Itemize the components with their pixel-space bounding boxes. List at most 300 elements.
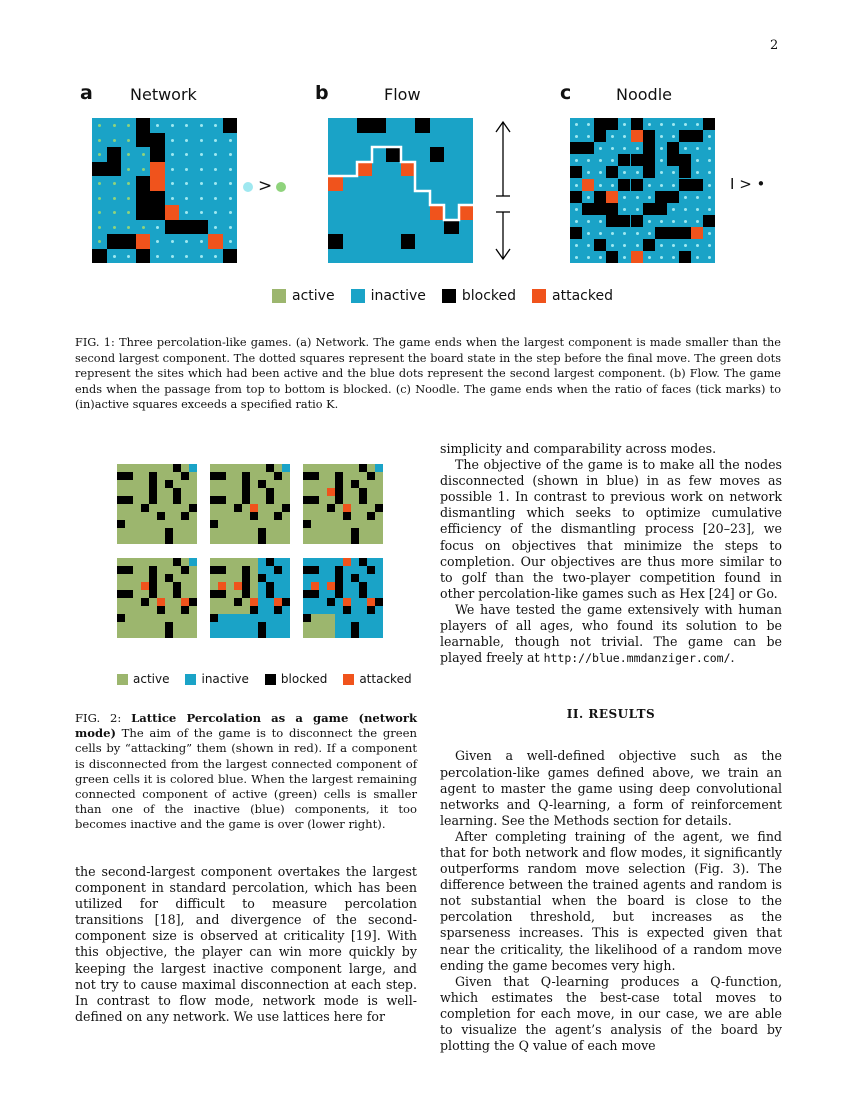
inactive-cell bbox=[218, 614, 226, 622]
blocked-cell bbox=[223, 249, 238, 264]
blocked-cell bbox=[234, 504, 242, 512]
site-dot bbox=[185, 153, 188, 156]
site-dot bbox=[708, 208, 711, 211]
site-dot bbox=[127, 168, 130, 171]
site-dot bbox=[660, 244, 663, 247]
site-dot bbox=[113, 197, 116, 200]
blocked-cell bbox=[303, 590, 311, 598]
figure1-caption: FIG. 1: Three percolation-like games. (a) Network. The game ends when the largest component is made smaller than the second largest component. The dotted squares represent the board state in the step before the final move. The green dots represent the sites which had been active and the blue dots represent the second largest component. (b) Flow. The game ends when the passage from top to bottom is blocked. (c) Noodle. The game ends when the ratio of faces (tick marks) to (in)active squares exceeds a specified ratio K. bbox=[75, 336, 781, 412]
blocked-cell bbox=[149, 472, 157, 480]
site-dot bbox=[229, 182, 232, 185]
inactive-cell bbox=[282, 566, 290, 574]
attacked-cell bbox=[181, 598, 189, 606]
paragraph: Given a well-defined objective such as the percolation-like games defined above, we train an agent to master the game using deep convolutional networks and Q-learning, a form of reinforcement learning. See the Methods section for details. bbox=[440, 748, 782, 828]
blocked-cell bbox=[173, 558, 181, 566]
inactive-cell bbox=[274, 614, 282, 622]
inactive-cell bbox=[375, 558, 383, 566]
site-dot bbox=[113, 139, 116, 142]
blocked-cell bbox=[223, 118, 238, 133]
site-dot bbox=[660, 147, 663, 150]
attacked-cell bbox=[631, 251, 643, 263]
site-dot bbox=[229, 240, 232, 243]
blocked-cell bbox=[150, 205, 165, 220]
site-dot bbox=[672, 135, 675, 138]
site-dot bbox=[127, 226, 130, 229]
figure2-caption: FIG. 2: Lattice Percolation as a game (network mode) The aim of the game is to disconnect the green cells by “attacking” them (shown in red). If a component is disconnected from the largest connected component of green cells it is colored blue. When the largest remaining connected component of active (green) cells is smaller than one of the inactive (blue) components, it too becomes inactive and the game is over (lower right). bbox=[75, 711, 417, 832]
attacked-cell bbox=[343, 558, 351, 566]
inactive-cell bbox=[218, 630, 226, 638]
blocked-cell bbox=[150, 133, 165, 148]
blocked-cell bbox=[218, 496, 226, 504]
site-dot bbox=[696, 123, 699, 126]
blocked-cell bbox=[136, 118, 151, 133]
blocked-cell bbox=[181, 472, 189, 480]
inactive-cell bbox=[274, 582, 282, 590]
blocked-swatch bbox=[442, 289, 456, 303]
inactive-cell bbox=[282, 590, 290, 598]
section-heading: II. RESULTS bbox=[566, 707, 656, 722]
active-cell bbox=[319, 622, 327, 630]
blocked-cell bbox=[311, 496, 319, 504]
blocked-cell bbox=[343, 606, 351, 614]
blocked-cell bbox=[667, 142, 679, 154]
blocked-cell bbox=[165, 622, 173, 630]
site-dot bbox=[623, 123, 626, 126]
blocked-cell bbox=[631, 154, 643, 166]
blocked-cell bbox=[149, 480, 157, 488]
attacked-cell bbox=[150, 162, 165, 177]
site-dot bbox=[214, 255, 217, 258]
blocked-cell bbox=[303, 614, 311, 622]
site-dot bbox=[623, 147, 626, 150]
site-dot bbox=[708, 135, 711, 138]
blocked-cell bbox=[643, 239, 655, 251]
site-dot bbox=[200, 211, 203, 214]
inactive-cell bbox=[210, 630, 218, 638]
inactive-cell bbox=[258, 606, 266, 614]
blocked-cell bbox=[631, 215, 643, 227]
inactive-cell bbox=[282, 464, 290, 472]
inactive-cell bbox=[226, 614, 234, 622]
site-dot bbox=[200, 255, 203, 258]
site-dot bbox=[587, 159, 590, 162]
paragraph: After completing training of the agent, we find that for both network and flow modes, it significantly outperforms random move selection (Fig. 3). The difference between the trained agents and random is not substantial when the board is close to the percolation threshold, but increases as the sparseness increases. This is expected given that near the criticality, the likelihood of a random move ending the game becomes very high. bbox=[440, 828, 782, 973]
blocked-cell bbox=[367, 472, 375, 480]
panel-b-title: Flow bbox=[384, 85, 421, 104]
site-dot bbox=[696, 159, 699, 162]
inactive-cell bbox=[282, 622, 290, 630]
blocked-cell bbox=[117, 520, 125, 528]
blocked-cell bbox=[149, 566, 157, 574]
inactive-cell bbox=[282, 574, 290, 582]
blocked-cell bbox=[570, 227, 582, 239]
blocked-cell bbox=[150, 191, 165, 206]
site-dot bbox=[127, 255, 130, 258]
site-dot bbox=[611, 135, 614, 138]
blocked-cell bbox=[631, 179, 643, 191]
blocked-cell bbox=[117, 496, 125, 504]
panel-a-letter: a bbox=[80, 82, 93, 104]
lattice-board bbox=[303, 464, 383, 544]
blocked-cell bbox=[335, 574, 343, 582]
blocked-cell bbox=[218, 590, 226, 598]
blue-dot-icon bbox=[243, 182, 253, 192]
attacked-cell bbox=[165, 205, 180, 220]
blocked-cell bbox=[643, 166, 655, 178]
blocked-cell bbox=[282, 504, 290, 512]
network-comparison-symbol: > bbox=[258, 176, 273, 196]
active-cell bbox=[327, 622, 335, 630]
site-dot bbox=[611, 232, 614, 235]
blocked-cell bbox=[582, 203, 594, 215]
blocked-cell bbox=[266, 488, 274, 496]
blocked-cell bbox=[266, 496, 274, 504]
site-dot bbox=[587, 232, 590, 235]
blocked-cell bbox=[367, 512, 375, 520]
inactive-cell bbox=[274, 558, 282, 566]
site-dot bbox=[575, 220, 578, 223]
site-dot bbox=[214, 182, 217, 185]
site-dot bbox=[98, 153, 101, 156]
blocked-cell bbox=[691, 179, 703, 191]
blocked-cell bbox=[136, 133, 151, 148]
site-dot bbox=[200, 168, 203, 171]
blocked-cell bbox=[107, 234, 122, 249]
lattice-board bbox=[303, 558, 383, 638]
site-dot bbox=[660, 184, 663, 187]
site-dot bbox=[229, 211, 232, 214]
attacked-cell bbox=[631, 130, 643, 142]
blocked-cell bbox=[367, 606, 375, 614]
inactive-swatch bbox=[185, 674, 196, 685]
inactive-cell bbox=[266, 574, 274, 582]
site-dot bbox=[113, 226, 116, 229]
site-dot bbox=[684, 244, 687, 247]
blocked-cell bbox=[618, 154, 630, 166]
inactive-cell bbox=[226, 622, 234, 630]
attacked-swatch bbox=[532, 289, 546, 303]
blocked-cell bbox=[679, 130, 691, 142]
blocked-cell bbox=[606, 203, 618, 215]
site-dot bbox=[660, 220, 663, 223]
site-dot bbox=[611, 244, 614, 247]
blocked-cell bbox=[266, 582, 274, 590]
blocked-cell bbox=[125, 590, 133, 598]
blocked-cell bbox=[274, 472, 282, 480]
blocked-swatch bbox=[265, 674, 276, 685]
site-dot bbox=[672, 244, 675, 247]
paragraph: The objective of the game is to make all the nodes disconnected (shown in blue) in as few moves as possible 1. In contrast to previous work on network dismantling which seeks to optimize cumulative efficiency of the dismantling process [20–23], we focus on objectives that minimize the steps to completion. Our objectives are thus more similar to to golf than the two-player competition found in other percolation-like games such as Hex [24] or Go. bbox=[440, 457, 782, 601]
blocked-cell bbox=[570, 142, 582, 154]
site-dot bbox=[684, 147, 687, 150]
blocked-cell bbox=[165, 630, 173, 638]
blocked-cell bbox=[359, 582, 367, 590]
site-dot bbox=[587, 171, 590, 174]
blocked-cell bbox=[631, 118, 643, 130]
inactive-cell bbox=[242, 614, 250, 622]
inactive-cell bbox=[218, 622, 226, 630]
blocked-cell bbox=[679, 251, 691, 263]
active-swatch bbox=[272, 289, 286, 303]
site-dot bbox=[660, 159, 663, 162]
inactive-cell bbox=[258, 558, 266, 566]
blocked-cell bbox=[210, 520, 218, 528]
active-cell bbox=[303, 622, 311, 630]
site-dot bbox=[672, 184, 675, 187]
blocked-cell bbox=[258, 574, 266, 582]
attacked-cell bbox=[343, 598, 351, 606]
site-dot bbox=[98, 240, 101, 243]
panel-c-letter: c bbox=[560, 82, 572, 104]
site-dot bbox=[171, 168, 174, 171]
site-dot bbox=[696, 171, 699, 174]
site-dot bbox=[185, 240, 188, 243]
blocked-cell bbox=[594, 191, 606, 203]
site-dot bbox=[171, 182, 174, 185]
inactive-cell bbox=[266, 566, 274, 574]
site-dot bbox=[708, 159, 711, 162]
site-dot bbox=[623, 208, 626, 211]
blocked-cell bbox=[643, 154, 655, 166]
inactive-cell bbox=[250, 614, 258, 622]
site-dot bbox=[127, 153, 130, 156]
inactive-cell bbox=[234, 614, 242, 622]
blocked-cell bbox=[594, 118, 606, 130]
site-dot bbox=[156, 240, 159, 243]
site-dot bbox=[185, 211, 188, 214]
site-dot bbox=[229, 226, 232, 229]
blocked-cell bbox=[117, 472, 125, 480]
site-dot bbox=[127, 139, 130, 142]
site-dot bbox=[156, 226, 159, 229]
site-dot bbox=[127, 182, 130, 185]
site-dot bbox=[98, 197, 101, 200]
active-swatch bbox=[117, 674, 128, 685]
site-dot bbox=[229, 153, 232, 156]
attacked-cell bbox=[218, 582, 226, 590]
blocked-cell bbox=[194, 220, 209, 235]
noodle-board bbox=[570, 118, 715, 263]
blocked-cell bbox=[173, 590, 181, 598]
attacked-cell bbox=[208, 234, 223, 249]
site-dot bbox=[599, 220, 602, 223]
network-board bbox=[92, 118, 237, 263]
blocked-cell bbox=[210, 566, 218, 574]
blocked-cell bbox=[179, 220, 194, 235]
site-dot bbox=[229, 197, 232, 200]
blocked-cell bbox=[655, 227, 667, 239]
inactive-cell bbox=[226, 630, 234, 638]
blocked-cell bbox=[250, 512, 258, 520]
blocked-cell bbox=[173, 488, 181, 496]
site-dot bbox=[575, 244, 578, 247]
blocked-cell bbox=[242, 574, 250, 582]
blocked-cell bbox=[266, 590, 274, 598]
legend-active: active bbox=[272, 288, 335, 304]
inactive-cell bbox=[266, 622, 274, 630]
blocked-cell bbox=[210, 590, 218, 598]
blocked-cell bbox=[351, 622, 359, 630]
blocked-cell bbox=[250, 606, 258, 614]
site-dot bbox=[660, 123, 663, 126]
inactive-cell bbox=[282, 614, 290, 622]
site-dot bbox=[648, 196, 651, 199]
inactive-cell bbox=[282, 630, 290, 638]
inactive-cell bbox=[250, 630, 258, 638]
blocked-cell bbox=[679, 154, 691, 166]
blocked-cell bbox=[242, 582, 250, 590]
blocked-cell bbox=[351, 630, 359, 638]
site-dot bbox=[214, 197, 217, 200]
inactive-cell bbox=[250, 622, 258, 630]
site-dot bbox=[185, 255, 188, 258]
site-dot bbox=[575, 159, 578, 162]
site-dot bbox=[127, 197, 130, 200]
blocked-cell bbox=[335, 480, 343, 488]
blocked-cell bbox=[165, 220, 180, 235]
blocked-cell bbox=[655, 203, 667, 215]
site-dot bbox=[623, 232, 626, 235]
blocked-cell bbox=[234, 598, 242, 606]
site-dot bbox=[587, 123, 590, 126]
blocked-cell bbox=[679, 179, 691, 191]
inactive-cell bbox=[258, 614, 266, 622]
blocked-cell bbox=[125, 472, 133, 480]
site-dot bbox=[696, 244, 699, 247]
legend-active: active bbox=[117, 672, 169, 686]
site-dot bbox=[113, 255, 116, 258]
active-cell bbox=[311, 614, 319, 622]
blocked-cell bbox=[703, 215, 715, 227]
site-dot bbox=[575, 256, 578, 259]
inactive-cell bbox=[258, 598, 266, 606]
blocked-cell bbox=[679, 227, 691, 239]
inactive-cell bbox=[266, 598, 274, 606]
right-column-text bbox=[440, 441, 782, 1054]
site-dot bbox=[98, 226, 101, 229]
blocked-cell bbox=[570, 166, 582, 178]
site-dot bbox=[696, 256, 699, 259]
blocked-cell bbox=[125, 496, 133, 504]
inactive-cell bbox=[242, 630, 250, 638]
attacked-cell bbox=[250, 598, 258, 606]
site-dot bbox=[684, 208, 687, 211]
blocked-cell bbox=[165, 574, 173, 582]
blocked-cell bbox=[92, 162, 107, 177]
attacked-cell bbox=[582, 179, 594, 191]
blocked-cell bbox=[189, 504, 197, 512]
site-dot bbox=[599, 256, 602, 259]
blocked-cell bbox=[150, 147, 165, 162]
site-dot bbox=[648, 184, 651, 187]
blocked-cell bbox=[359, 496, 367, 504]
blocked-cell bbox=[667, 191, 679, 203]
attacked-cell bbox=[327, 582, 335, 590]
blocked-cell bbox=[173, 496, 181, 504]
site-dot bbox=[611, 147, 614, 150]
blocked-cell bbox=[606, 166, 618, 178]
page-number: 2 bbox=[770, 38, 779, 53]
paragraph: We have tested the game extensively with human players of all ages, who found its solution to be learnable, though not trivial. The game can be played freely at http://blue.mmdanziger.com/. bbox=[440, 601, 782, 666]
blocked-cell bbox=[618, 215, 630, 227]
lattice-board bbox=[117, 558, 197, 638]
site-dot bbox=[171, 197, 174, 200]
blocked-cell bbox=[149, 590, 157, 598]
blocked-cell bbox=[149, 496, 157, 504]
site-dot bbox=[171, 255, 174, 258]
blocked-cell bbox=[266, 558, 274, 566]
blocked-cell bbox=[181, 566, 189, 574]
blocked-cell bbox=[181, 606, 189, 614]
site-dot bbox=[200, 153, 203, 156]
site-dot bbox=[587, 135, 590, 138]
site-dot bbox=[575, 135, 578, 138]
site-dot bbox=[611, 184, 614, 187]
site-dot bbox=[708, 171, 711, 174]
site-dot bbox=[623, 244, 626, 247]
site-dot bbox=[98, 124, 101, 127]
blocked-cell bbox=[136, 249, 151, 264]
attacked-cell bbox=[157, 598, 165, 606]
lattice-board bbox=[210, 558, 290, 638]
blocked-cell bbox=[311, 472, 319, 480]
legend-attacked: attacked bbox=[343, 672, 411, 686]
flow-arrows-icon bbox=[490, 118, 520, 263]
paragraph: Given that Q-learning produces a Q-function, which estimates the best-case total moves to completion for each move, in our case, we are able to visualize the agent’s analysis of the board by plotting the Q value of each move bbox=[440, 973, 782, 1054]
attacked-cell bbox=[141, 582, 149, 590]
active-cell bbox=[303, 630, 311, 638]
legend-attacked: attacked bbox=[532, 288, 613, 304]
blocked-cell bbox=[311, 566, 319, 574]
blocked-cell bbox=[242, 488, 250, 496]
figure1-legend bbox=[272, 288, 629, 304]
panel-b-letter: b bbox=[315, 82, 329, 104]
site-dot bbox=[636, 196, 639, 199]
blocked-cell bbox=[274, 606, 282, 614]
site-dot bbox=[98, 182, 101, 185]
inactive-cell bbox=[274, 622, 282, 630]
figure2-legend bbox=[117, 672, 428, 686]
blocked-cell bbox=[107, 162, 122, 177]
blocked-cell bbox=[117, 614, 125, 622]
blocked-cell bbox=[594, 130, 606, 142]
blocked-cell bbox=[351, 528, 359, 536]
inactive-cell bbox=[274, 630, 282, 638]
blocked-cell bbox=[335, 496, 343, 504]
site-dot bbox=[142, 226, 145, 229]
blocked-cell bbox=[141, 598, 149, 606]
site-dot bbox=[708, 244, 711, 247]
blocked-cell bbox=[375, 504, 383, 512]
attacked-cell bbox=[250, 504, 258, 512]
site-dot bbox=[185, 168, 188, 171]
game-url-link[interactable]: http://blue.mmdanziger.com/ bbox=[543, 651, 731, 666]
site-dot bbox=[623, 196, 626, 199]
attacked-cell bbox=[343, 504, 351, 512]
site-dot bbox=[171, 153, 174, 156]
site-dot bbox=[636, 147, 639, 150]
site-dot bbox=[636, 208, 639, 211]
site-dot bbox=[113, 124, 116, 127]
panel-a-title: Network bbox=[130, 85, 197, 104]
site-dot bbox=[672, 208, 675, 211]
blocked-cell bbox=[266, 464, 274, 472]
blocked-cell bbox=[125, 566, 133, 574]
site-dot bbox=[229, 139, 232, 142]
site-dot bbox=[214, 168, 217, 171]
blocked-cell bbox=[117, 566, 125, 574]
site-dot bbox=[623, 256, 626, 259]
